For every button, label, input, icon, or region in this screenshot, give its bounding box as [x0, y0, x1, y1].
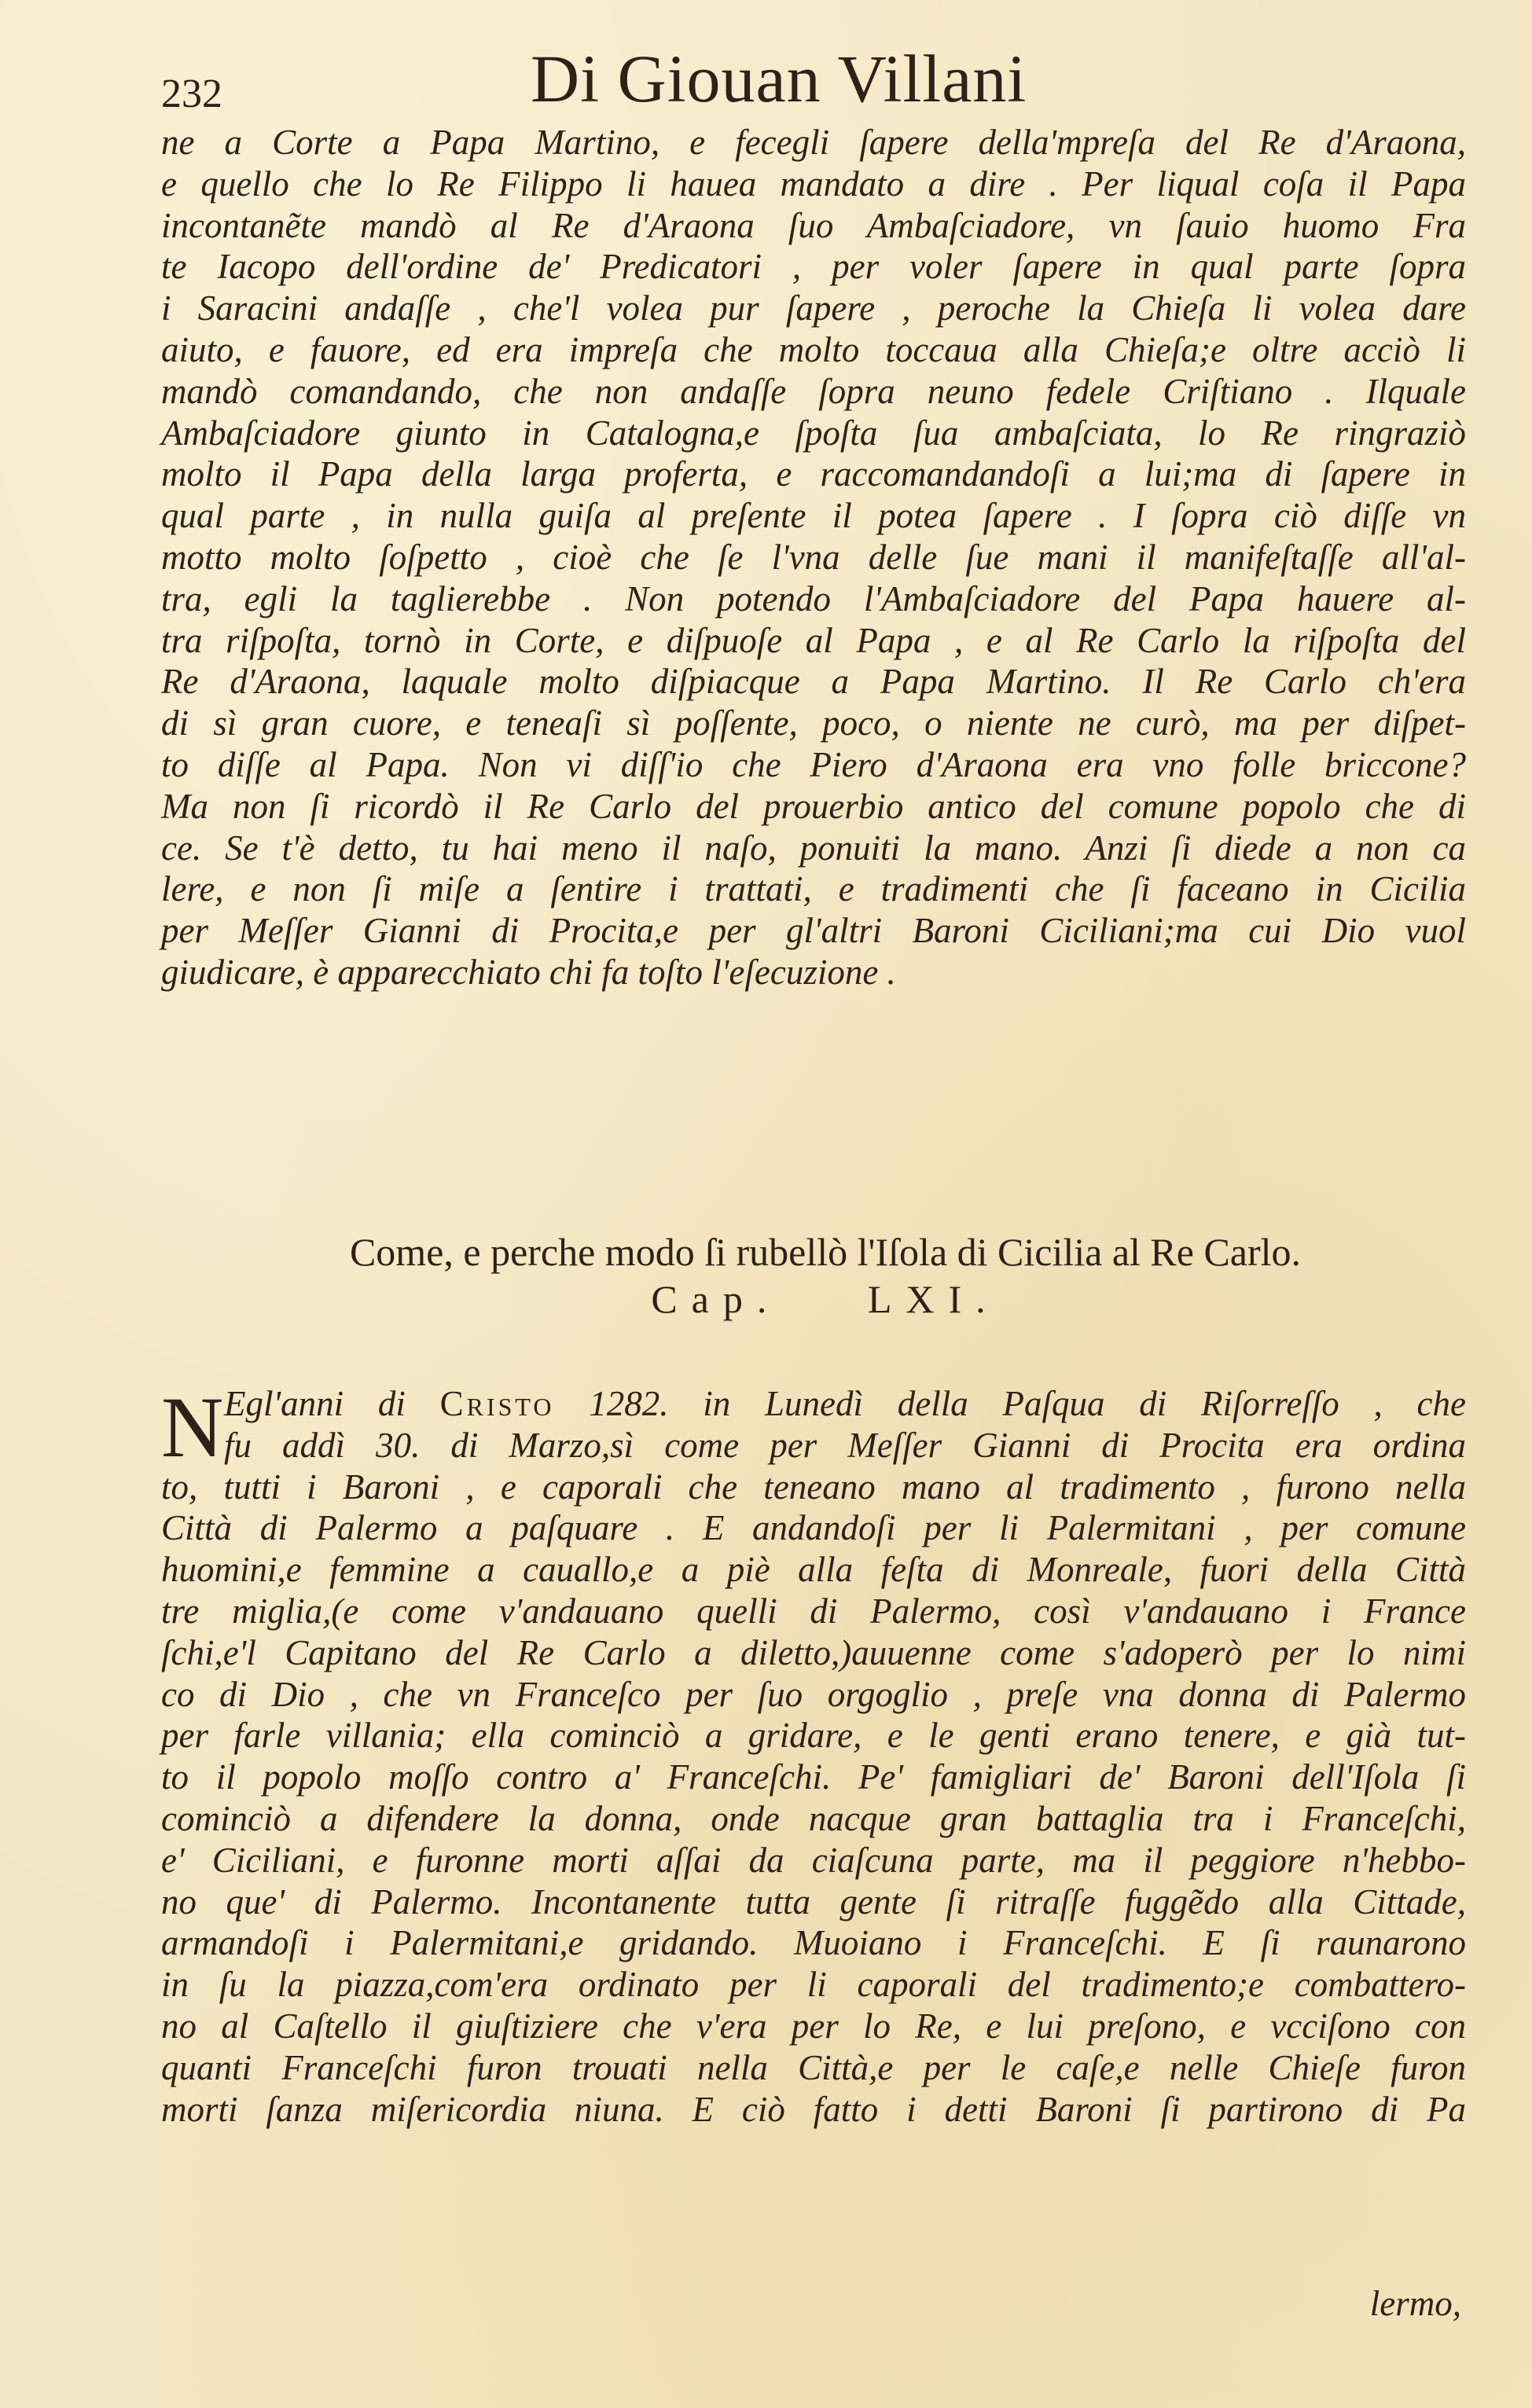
catchword: lermo,: [1369, 2284, 1461, 2323]
text-line-first: [161, 1383, 1466, 1425]
chapter-title: Come, e perche modo ſi rubellò l'Iſola di Cicilia al Re Carlo.: [349, 1230, 1302, 1274]
drop-cap-initial: N: [161, 1379, 224, 1475]
page-number: 232: [161, 72, 222, 116]
text-line: Ambaſciadore giunto in Catalogna,e ſpoſta ſua ambaſciata, lo Re ringraziò: [161, 413, 1466, 453]
text-line: Città di Palermo a paſquare . E andandoſi per li Palermitani , per comune: [161, 1508, 1466, 1548]
text-line: co di Dio , che vn Franceſco per ſuo orgoglio , preſe vna donna di Palermo: [161, 1674, 1466, 1714]
text-line: di sì gran cuore, e teneaſi sì poſſente, poco, o niente ne curò, ma per diſpet-: [161, 703, 1466, 743]
chapter-cap-label: Cap.: [651, 1277, 781, 1321]
text-line: i Saracini andaſſe , che'l volea pur ſapere , peroche la Chieſa li volea dare: [161, 288, 1466, 329]
text-line: te Iacopo dell'ordine de' Predicatori , per voler ſapere in qual parte ſopra: [161, 247, 1466, 287]
text-line: fu addì 30. di Marzo,sì come per Meſſer Gianni di Procita era ordina: [224, 1425, 1466, 1465]
continued-paragraph: [161, 122, 1466, 993]
text-line: lere, e non ſi miſe a ſentire i trattati, e tradimenti che ſi faceano in Cicilia: [161, 869, 1466, 909]
text-line: no al Caſtello il giuſtiziere che v'era per lo Re, e lui preſono, e vcciſono con: [161, 2006, 1466, 2046]
text-line: to il popolo moſſo contro a' Franceſchi. Pe' famigliari de' Baroni dell'Iſola ſi: [161, 1757, 1466, 1797]
text-line: tra riſpoſta, tornò in Corte, e diſpuoſe al Papa , e al Re Carlo la riſpoſta del: [161, 620, 1466, 660]
text-line: Re d'Araona, laquale molto diſpiacque a Papa Martino. Il Re Carlo ch'era: [161, 662, 1466, 702]
text-line: to diſſe al Papa. Non vi diſſ'io che Piero d'Araona era vno folle briccone?: [161, 744, 1466, 784]
text-line: per farle villania; ella cominciò a gridare, e le genti erano tenere, e già tut-: [161, 1716, 1466, 1756]
chapter-number: [197, 1276, 1454, 1323]
text-line: morti ſanza miſericordia niuna. E ciò fatto i detti Baroni ſi partirono di Pa: [161, 2089, 1466, 2129]
text-line: e' Ciciliani, e furonne morti aſſai da ciaſcuna parte, ma il peggiore n'hebbo-: [161, 1840, 1466, 1880]
text-line: in ſu la piazza,com'era ordinato per li caporali del tradimento;e combattero-: [161, 1965, 1466, 2005]
text-line: e quello che lo Re Filippo li hauea mandato a dire . Per liqual coſa il Papa: [161, 163, 1466, 204]
text-line: aiuto, e fauore, ed era impreſa che molto toccaua alla Chieſa;e oltre acciò li: [161, 329, 1466, 369]
text-line: incontanẽte mandò al Re d'Araona ſuo Ambaſciadore, vn ſauio huomo Fra: [161, 205, 1466, 245]
text-line: Ma non ſi ricordò il Re Carlo del prouerbio antico del comune popolo che di: [161, 786, 1466, 826]
text-line: tre miglia,(e come v'andauano quelli di Palermo, così v'andauano i France: [161, 1591, 1466, 1631]
text-line: ce. Se t'è detto, tu hai meno il naſo, ponuiti la mano. Anzi ſi diede a non ca: [161, 828, 1466, 868]
chapter-paragraph: [161, 1379, 1466, 2130]
text-line: quanti Franceſchi furon trouati nella Città,e per le caſe,e nelle Chieſe furon: [161, 2047, 1466, 2087]
text-line: cominciò a difendere la donna, onde nacque gran battaglia tra i Franceſchi,: [161, 1798, 1466, 1838]
text-line: no que' di Palermo. Incontanente tutta gente ſi ritraſſe fuggẽdo alla Cittade,: [161, 1881, 1466, 1922]
text-line: ſchi,e'l Capitano del Re Carlo a diletto,)auuenne come s'adoperò per lo nimi: [161, 1632, 1466, 1672]
text-line: qual parte , in nulla guiſa al preſente il potea ſapere . I ſopra ciò diſſe vn: [161, 496, 1466, 536]
text-line: to, tutti i Baroni , e caporali che teneano mano al tradimento , furono nella: [161, 1466, 1466, 1507]
text-line: motto molto ſoſpetto , cioè che ſe l'vna delle ſue mani il manifeſtaſſe all'al-: [161, 537, 1466, 577]
first-line-start: Egl'anni di: [224, 1384, 440, 1423]
text-line: molto il Papa della larga proferta, e raccomandandoſi a lui;ma di ſapere in: [161, 454, 1466, 494]
text-line: per Meſſer Gianni di Procita,e per gl'altri Baroni Ciciliani;ma cui Dio vuol: [161, 911, 1466, 951]
text-line: giudicare, è apparecchiato chi fa toſto l'eſecuzione .: [161, 952, 896, 992]
running-head: [161, 31, 1450, 118]
chapter-heading: [197, 1228, 1454, 1323]
text-line: huomini,e femmine a cauallo,e a piè alla feſta di Monreale, fuori della Città: [161, 1550, 1466, 1590]
running-title: Di Giouan Villani: [531, 41, 1027, 116]
text-line: tra, egli la taglierebbe . Non potendo l'Ambaſciadore del Papa hauere al-: [161, 578, 1466, 619]
text-line: armandoſi i Palermitani,e gridando. Muoiano i Franceſchi. E ſi raunarono: [161, 1923, 1466, 1963]
first-line-smallcaps: Cristo: [439, 1384, 555, 1423]
chapter-roman-numeral: LXI.: [867, 1277, 1000, 1321]
text-line: ne a Corte a Papa Martino, e fecegli ſapere della'mpreſa del Re d'Araona,: [161, 123, 1466, 162]
text-line: mandò comandando, che non andaſſe ſopra neuno fedele Criſtiano . Ilquale: [161, 371, 1466, 411]
first-line-rest: 1282. in Lunedì della Paſqua di Riſorreſſo , che: [554, 1384, 1466, 1423]
